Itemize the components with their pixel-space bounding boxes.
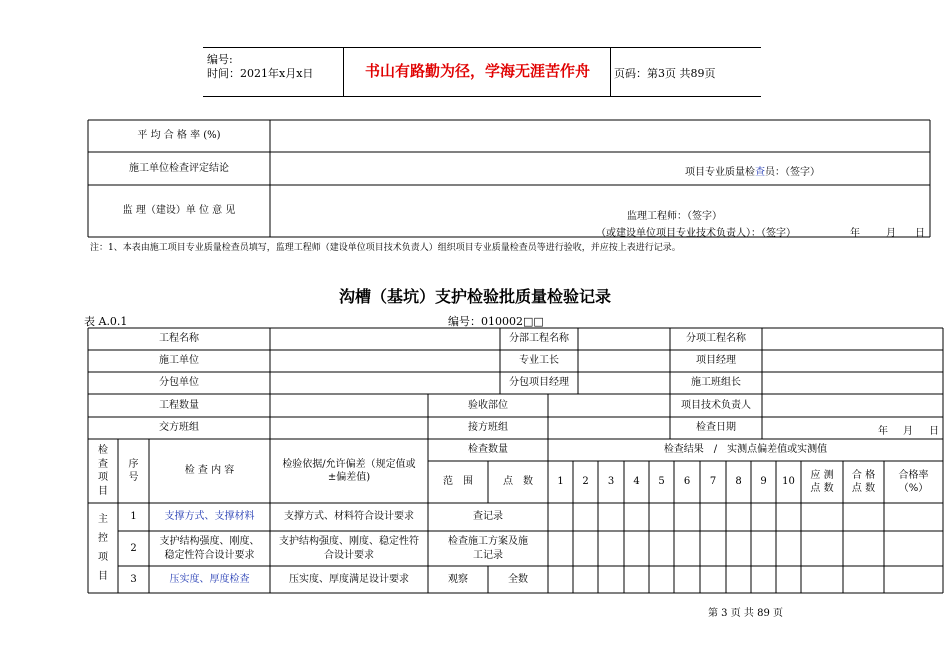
- form-title: 沟槽（基坑）支护检验批质量检验记录: [338, 287, 611, 306]
- row-3-content[interactable]: 压实度、厚度检查: [169, 573, 250, 585]
- result-header: 检查结果 / 实测点偏差值或实测值: [663, 444, 828, 456]
- team-leader-label: 施工班组长: [691, 377, 741, 389]
- tech-leader-label: 项目技术负责人: [681, 399, 751, 411]
- pass-rate-header: 合格率（%）: [898, 469, 929, 494]
- handover-team-label: 交方班组: [159, 422, 199, 434]
- seq-header: 序号: [128, 458, 139, 483]
- sub-project-name-label: 分部工程名称: [509, 333, 569, 345]
- points-header: 点 数: [503, 476, 533, 488]
- page-footer: 第 3 页 共 89 页: [708, 608, 783, 619]
- owner-sign: （或建设单位项目专业技术负责人）：（签字）: [596, 228, 796, 239]
- col-2: 2: [582, 476, 589, 488]
- col-7: 7: [709, 476, 717, 488]
- check-content-header: 检 查 内 容: [184, 465, 235, 477]
- row-3-method: 观察: [448, 573, 468, 585]
- date-month: 月: [903, 426, 913, 437]
- avg-pass-rate-label: 平 均 合 格 率 (%): [137, 130, 221, 142]
- range-header: 范 围: [443, 476, 473, 488]
- motto: 书山有路勤为径，学海无涯苦作舟: [364, 62, 590, 80]
- subcontract-unit-label: 分包单位: [159, 377, 199, 389]
- table-note: 注：1、本表由施工项目专业质量检查员填写，监理工程师（建设单位项目技术负责人）组织项目专业质量检查员等进行验收，并应按上表进行记录。: [90, 243, 681, 253]
- row-3-quantity: 全数: [508, 573, 528, 585]
- col-8: 8: [735, 476, 742, 488]
- col-6: 6: [683, 476, 691, 488]
- criteria-header: 检验依据/允许偏差（规定值或±偏差值): [282, 458, 416, 483]
- col-5: 5: [658, 476, 665, 488]
- inspection-date-label: 检查日期: [696, 422, 736, 434]
- top-month: 月: [886, 228, 896, 239]
- row-3-no: 3: [130, 573, 137, 585]
- receiving-team-label: 接方班组: [468, 422, 508, 434]
- top-day: 日: [915, 228, 925, 239]
- project-name-label: 工程名称: [159, 333, 199, 345]
- foreman-label: 专业工长: [519, 355, 559, 367]
- col-3: 3: [607, 476, 615, 488]
- page-label: 页码：第3页 共89页: [614, 67, 716, 80]
- col-1: 1: [557, 476, 564, 488]
- work-quantity-label: 工程数量: [159, 399, 199, 411]
- col-9: 9: [760, 476, 767, 488]
- main-control-label: 主控项目: [98, 514, 108, 582]
- table-number: 表 A.0.1: [84, 315, 128, 328]
- row-1-criteria: 支撑方式、材料符合设计要求: [284, 511, 414, 523]
- row-3-criteria: 压实度、厚度满足设计要求: [289, 573, 409, 585]
- time-label: 时间：2021年x月x日: [207, 67, 314, 80]
- acceptance-part-label: 验收部位: [468, 399, 508, 411]
- row-2-content: 支护结构强度、刚度、稳定性符合设计要求: [159, 536, 260, 561]
- date-day: 日: [929, 426, 939, 437]
- col-10: 10: [782, 476, 795, 488]
- check-item-header: 检查项目: [98, 445, 108, 497]
- row-1-method: 查记录: [473, 511, 503, 523]
- qualified-points-header: 合 格 点 数: [851, 469, 876, 494]
- row-2-method: 检查施工方案及施工记录: [448, 536, 528, 561]
- row-2-criteria: 支护结构强度、刚度、稳定性符合设计要求: [279, 536, 419, 561]
- conclusion-label: 施工单位检查评定结论: [129, 162, 229, 174]
- quality-inspector-sign: 项目专业质量检查员：（签字）: [685, 167, 820, 178]
- check-quantity-header: 检查数量: [468, 444, 508, 456]
- supervision-opinion-label: 监 理（建设）单 位 意 见: [122, 205, 236, 217]
- subcontract-manager-label: 分包项目经理: [509, 377, 569, 389]
- row-1-no: 1: [130, 511, 137, 523]
- supervisor-sign: 监理工程师：（签字）: [627, 211, 722, 222]
- row-1-content[interactable]: 支撑方式、支撑材料: [164, 511, 255, 523]
- construction-unit-label: 施工单位: [159, 355, 199, 367]
- number-label: 编号:: [207, 53, 233, 66]
- item-project-name-label: 分项工程名称: [686, 333, 746, 345]
- top-year: 年: [850, 228, 860, 239]
- measured-points-header: 应 测 点 数: [810, 469, 834, 494]
- serial-number: 编号：010002□□: [448, 315, 544, 328]
- col-4: 4: [633, 476, 640, 488]
- date-year: 年: [878, 426, 888, 437]
- project-manager-label: 项目经理: [696, 355, 736, 367]
- row-2-no: 2: [130, 542, 137, 554]
- inspector-link[interactable]: 查: [755, 167, 765, 178]
